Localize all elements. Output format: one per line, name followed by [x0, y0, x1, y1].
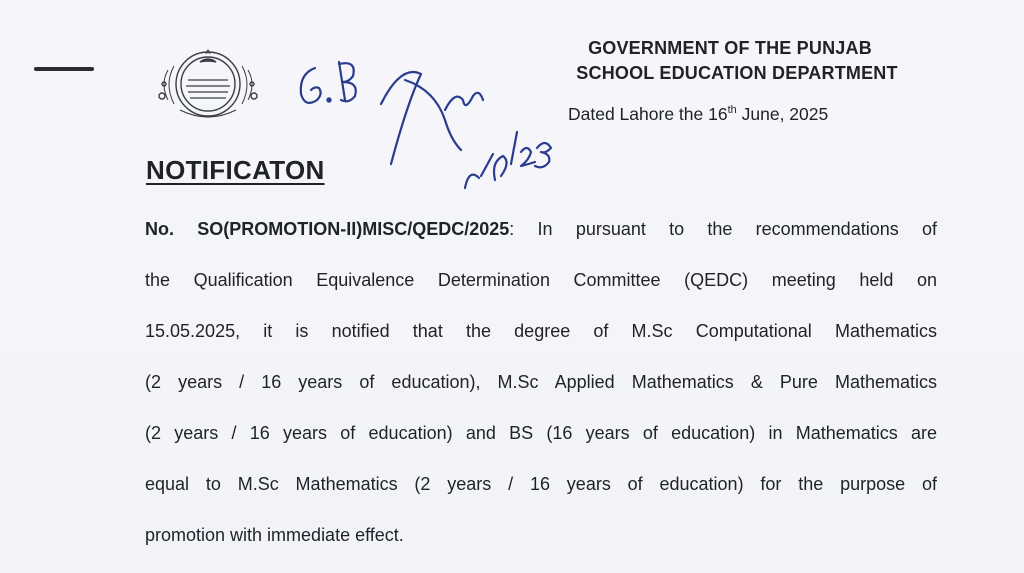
- body-line-3: 15.05.2025, it is notified that the degree of M.Sc Computational Mathematics: [145, 321, 937, 341]
- dated-rest: June, 2025: [736, 104, 829, 124]
- department-header: [520, 36, 940, 86]
- dated-prefix: Dated Lahore the 16: [568, 104, 728, 124]
- page-title: NOTIFICATON: [146, 155, 325, 185]
- notification-body: [145, 216, 937, 573]
- body-line-1-text: : In pursuant to the recommendations of: [509, 219, 937, 239]
- header-department: SCHOOL EDUCATION DEPARTMENT: [576, 63, 898, 83]
- body-line-1: [145, 216, 937, 267]
- margin-dash-mark: [34, 67, 94, 71]
- body-line-5: (2 years / 16 years of education) and BS (16 years of education) in Mathematics are: [145, 423, 937, 443]
- header-government: GOVERNMENT OF THE PUNJAB: [588, 38, 872, 58]
- body-line-4: (2 years / 16 years of education), M.Sc Applied Mathematics & Pure Mathematics: [145, 372, 937, 392]
- government-emblem-icon: [150, 40, 268, 132]
- body-line-2: the Qualification Equivalence Determination Committee (QEDC) meeting held on: [145, 270, 937, 290]
- body-line-6: equal to M.Sc Mathematics (2 years / 16 years of education) for the purpose of: [145, 474, 937, 494]
- dated-line: [568, 104, 828, 125]
- body-line-7: promotion with immediate effect.: [145, 525, 404, 545]
- dated-ordinal: th: [727, 104, 737, 117]
- reference-number: No. SO(PROMOTION-II)MISC/QEDC/2025: [145, 219, 510, 239]
